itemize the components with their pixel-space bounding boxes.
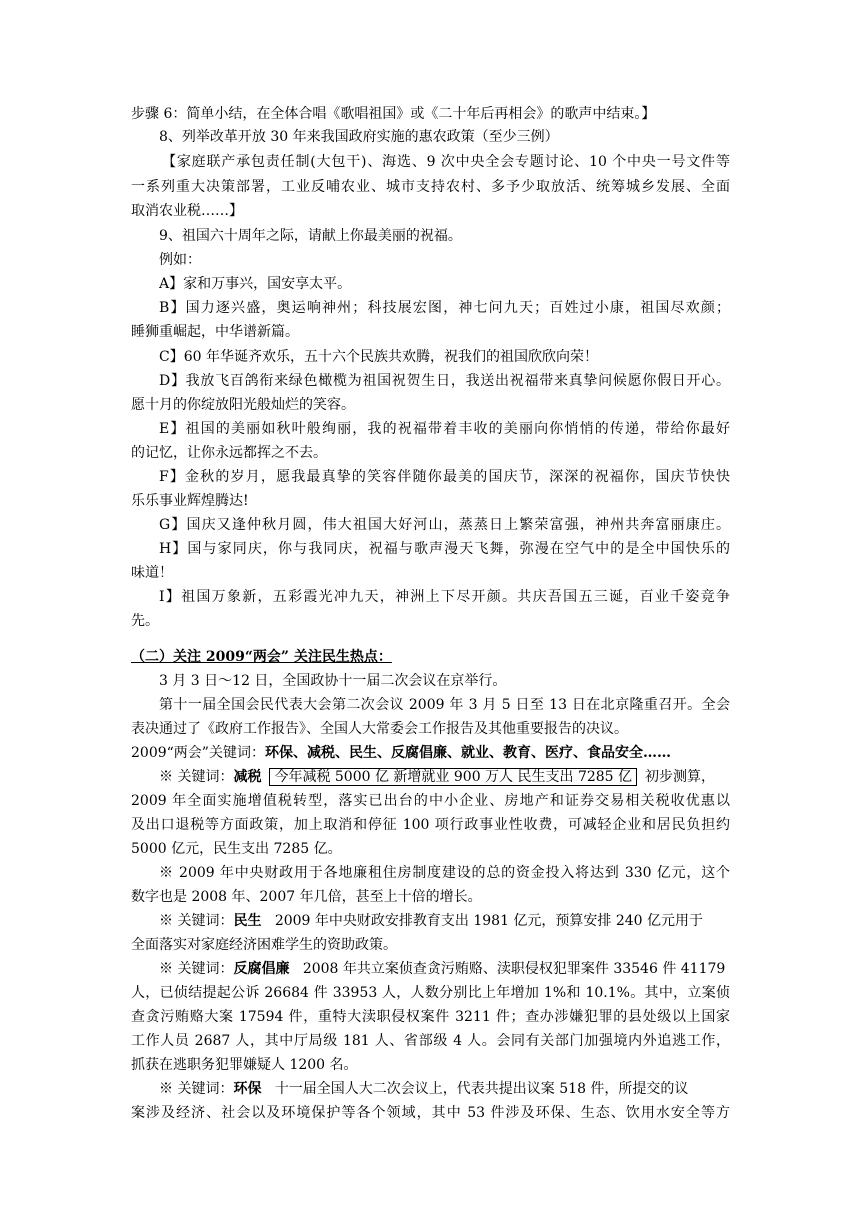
- wish-e-line-1: E】祖国的美丽如秋叶般绚丽，我的祝福带着丰收的美丽向你悄悄的传递，带给你最好: [159, 421, 730, 437]
- tax-keyword: 减税: [233, 769, 262, 785]
- anticorruption-line-2: 人，已侦结提起公诉 26684 件 33953 人，人数分别比上年增加 1%和 10.1%。其中，立案侦: [131, 985, 730, 1001]
- anticorruption-keyword: 反腐倡廉: [233, 961, 290, 977]
- anticorruption-text: 2008 年共立案侦查贪污贿赂、渎职侵权犯罪案件 33546 件 41179: [302, 961, 726, 977]
- wish-b-line-1: B】国力逐兴盛，奥运响神州；科技展宏图，神七问九天；百姓过小康，祖国尽欢颜；: [159, 300, 730, 316]
- environment-line-2: 案涉及经济、社会以及环境保护等各个领域，其中 53 件涉及环保、生态、饮用水安全等方: [131, 1105, 730, 1121]
- environment-line-1: [159, 1078, 730, 1100]
- wish-d-line-1: D】我放飞百鸽衔来绿色橄榄为祖国祝贺生日，我送出祝福带来真挚问候愿你假日开心。: [159, 373, 730, 389]
- tax-line-3: 及出口退税等方面政策，加上取消和停征 100 项行政事业性收费，可减轻企业和居民负担约: [131, 817, 730, 833]
- tax-line-4: 5000 亿元，民生支出 7285 亿。: [131, 841, 342, 857]
- answer-8-line-3: 取消农业税……】: [131, 203, 243, 219]
- wish-f-line-1: F】金秋的岁月，愿我最真挚的笑容伴随你最美的国庆节，深深的祝福你，国庆节快快: [159, 469, 730, 485]
- wish-h-line-2: 味道！: [131, 565, 173, 581]
- tax-highlight-box: 今年减税 5000 亿 新增就业 900 万人 民生支出 7285 亿: [269, 768, 637, 786]
- cppcc-paragraph: 3 月 3 日～12 日，全国政协十一届二次会议在京举行。: [159, 673, 507, 689]
- environment-prefix: ※ 关键词：: [159, 1081, 234, 1097]
- keywords-list: 环保、减税、民生、反腐倡廉、就业、教育、医疗、食品安全……: [264, 745, 671, 761]
- environment-text: 十一届全国人大二次会议上，代表共提出议案 518 件，所提交的议: [274, 1081, 689, 1097]
- livelihood-line-1: [159, 910, 730, 932]
- tax-after: 初步测算，: [645, 769, 716, 785]
- tax-prefix: ※ 关键词：: [159, 769, 234, 785]
- housing-line-2: 数字也是 2008 年、2007 年几倍，甚至上十倍的增长。: [131, 889, 482, 905]
- section-title: （二）关注 2009“两会” 关注民生热点：: [131, 649, 392, 665]
- housing-line-1: ※ 2009 年中央财政用于各地廉租住房制度建设的总的资金投入将达到 330 亿元，这个: [159, 865, 730, 881]
- example-label: 例如：: [159, 252, 201, 268]
- anticorruption-line-5: 抓获在逃职务犯罪嫌疑人 1200 名。: [131, 1057, 358, 1073]
- keywords-line: [131, 742, 730, 764]
- wish-f-line-2: 乐乐事业辉煌腾达!: [131, 493, 249, 509]
- question-9: 9、祖国六十周年之际，请献上你最美丽的祝福。: [159, 228, 462, 244]
- wish-c: C】60 年华诞齐欢乐，五十六个民族共欢腾，祝我们的祖国欣欣向荣！: [159, 349, 598, 365]
- wish-h-line-1: H】国与家同庆，你与我同庆，祝福与歌声漫天飞舞，弥漫在空气中的是全中国快乐的: [159, 541, 730, 557]
- livelihood-prefix: ※ 关键词：: [159, 913, 234, 929]
- wish-b-line-2: 睡狮重崛起，中华谱新篇。: [131, 324, 299, 340]
- npc-paragraph-line-1: 第十一届全国会民代表大会第二次会议 2009 年 3 月 5 日至 13 日在北京隆重召开。全会: [159, 697, 730, 713]
- anticorruption-line-1: [159, 958, 730, 980]
- livelihood-keyword: 民生: [233, 913, 262, 929]
- npc-paragraph-line-2: 表决通过了《政府工作报告》、全国人大常委会工作报告及其他重要报告的决议。: [131, 721, 628, 737]
- livelihood-text: 2009 年中央财政安排教育支出 1981 亿元，预算安排 240 亿元用于: [274, 913, 704, 929]
- wish-g: G】国庆又逢仲秋月圆，伟大祖国大好河山，蒸蒸日上繁荣富强，神州共奔富丽康庄。: [159, 517, 730, 533]
- tax-line-2: 2009 年全面实施增值税转型，落实已出台的中小企业、房地产和证券交易相关税收优惠以: [131, 793, 730, 809]
- wish-e-line-2: 的记忆，让你永远都挥之不去。: [131, 445, 327, 461]
- question-8: 8、列举改革开放 30 年来我国政府实施的惠农政策（至少三例）: [159, 129, 559, 145]
- wish-i-line-2: 先。: [131, 613, 159, 629]
- wish-a: A】家和万事兴，国安享太平。: [159, 276, 352, 292]
- environment-keyword: 环保: [233, 1081, 262, 1097]
- wish-d-line-2: 愿十月的你绽放阳光般灿烂的笑容。: [131, 397, 355, 413]
- answer-8-line-2: 一系列重大决策部署，工业反哺农业、城市支持农村、多予少取放活、统筹城乡发展、全面: [131, 179, 730, 195]
- anticorruption-line-4: 工作人员 2687 人，其中厅局级 181 人、省部级 4 人。会同有关部门加强境内外追逃工作，: [131, 1033, 730, 1049]
- tax-keyword-line: [159, 766, 730, 788]
- step6-text: 步骤 6：简单小结，在全体合唱《歌唱祖国》或《二十年后再相会》的歌声中结束。】: [131, 106, 656, 122]
- anticorruption-line-3: 查贪污贿赂大案 17594 件，重特大渎职侵权案件 3211 件；查办涉嫌犯罪的县处级以上国家: [131, 1009, 730, 1025]
- keywords-prefix: 2009“两会”关键词：: [131, 745, 265, 761]
- anticorruption-prefix: ※ 关键词：: [159, 961, 234, 977]
- wish-i-line-1: I】祖国万象新，五彩霞光冲九天，神洲上下尽开颜。共庆吾国五三诞，百业千姿竞争: [159, 589, 730, 605]
- answer-8-line-1: 【家庭联产承包责任制(大包干)、海选、9 次中央全会专题讨论、10 个中央一号文件等: [162, 154, 730, 170]
- livelihood-line-2: 全面落实对家庭经济困难学生的资助政策。: [131, 937, 397, 953]
